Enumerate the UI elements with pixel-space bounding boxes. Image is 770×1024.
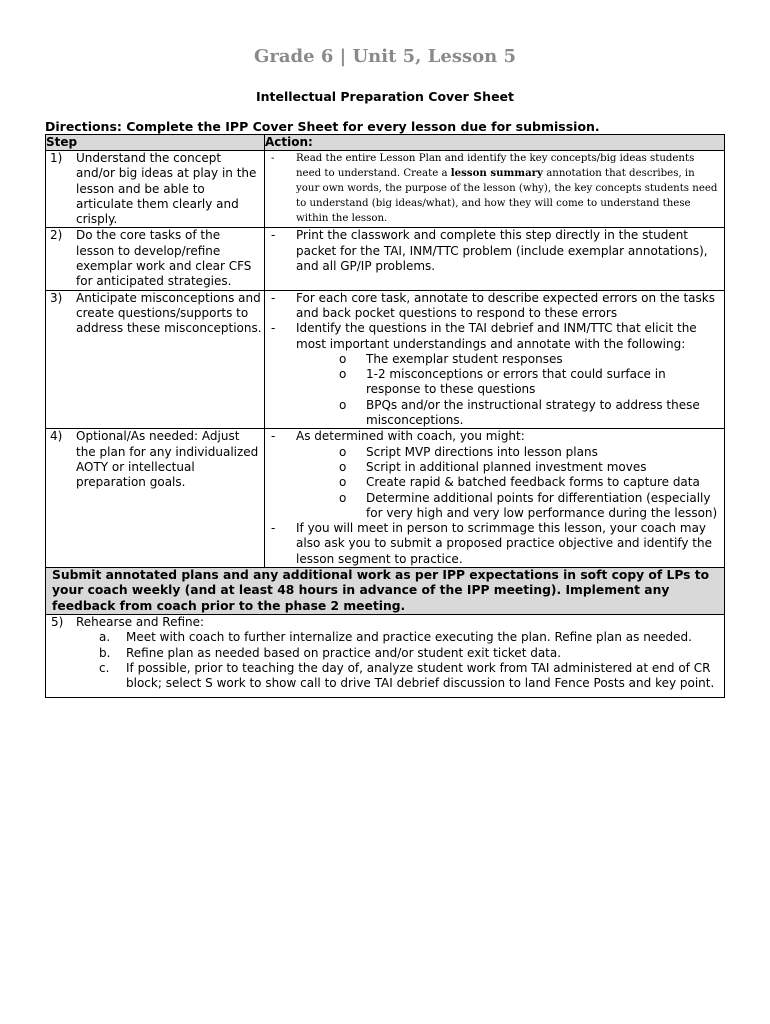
action-cell <box>265 290 725 429</box>
action-text-part: Read the entire Lesson Plan and identify the key concepts/big ideas students need to understand. Create a <box>296 153 695 179</box>
list-item <box>269 475 720 490</box>
column-header-step: Step <box>46 135 265 151</box>
step-cell <box>46 151 265 228</box>
lesson-summary-emphasis: lesson summary <box>450 167 543 179</box>
list-item <box>269 367 720 398</box>
action-text: If you will meet in person to scrimmage this lesson, your coach may also ask you to submit a proposed practice objective and identify the lesson segment to practice. <box>296 521 712 566</box>
bullet-text: 1-2 misconceptions or errors that could surface in response to these questions <box>366 367 666 397</box>
dash-marker: - <box>271 429 276 444</box>
step-number: 3) <box>50 290 63 305</box>
dash-marker: - <box>271 153 275 164</box>
list-item <box>51 646 720 661</box>
bullet-text: Create rapid & batched feedback forms to capture data <box>366 475 700 490</box>
table-row <box>46 429 725 568</box>
step-text: Do the core tasks of the lesson to develop/refine exemplar work and clear CFS for anticipated strategies. <box>76 228 252 289</box>
table-row <box>46 614 725 697</box>
table-row <box>46 228 725 290</box>
item-letter: b. <box>99 645 111 660</box>
bullet-text: Determine additional points for differentiation (especially for very high and very low performance during the lesson) <box>366 490 718 520</box>
action-text: Identify the questions in the TAI debrief and INM/TTC that elicit the most important understandings and annotate with the following: <box>296 321 697 351</box>
bullet-text: Script in additional planned investment moves <box>366 459 647 474</box>
list-item <box>269 491 720 522</box>
item-letter: c. <box>99 660 110 675</box>
table-header-row <box>46 135 725 151</box>
action-text: As determined with coach, you might: <box>296 429 525 444</box>
page-title: Grade 6 | Unit 5, Lesson 5 <box>254 46 516 67</box>
bullet-marker: o <box>339 444 347 459</box>
item-text: If possible, prior to teaching the day of, analyze student work from TAI administered at end of CR block; select S work to show call to drive TAI debrief discussion to land Fence Posts and key point. <box>126 660 715 691</box>
bullet-marker: o <box>339 475 347 490</box>
step-cell <box>46 290 265 429</box>
step-number: 1) <box>50 151 63 165</box>
bullet-marker: o <box>339 367 347 382</box>
bullet-text: BPQs and/or the instructional strategy to address these misconceptions. <box>366 397 700 428</box>
bullet-text: The exemplar student responses <box>366 351 563 366</box>
rehearse-title: Rehearse and Refine: <box>76 614 205 629</box>
step-cell <box>46 429 265 568</box>
action-text: Print the classwork and complete this step directly in the student packet for the TAI, INM/TTC problem (include exemplar annotations), and all GP/IP problems. <box>296 228 708 274</box>
step-number: 4) <box>50 429 63 444</box>
action-text <box>296 151 720 226</box>
list-item <box>269 445 720 460</box>
dash-marker: - <box>271 521 276 536</box>
action-cell <box>265 228 725 290</box>
action-text: For each core task, annotate to describe expected errors on the tasks and back pocket questions to respond to these errors <box>296 290 715 320</box>
list-item <box>269 352 720 367</box>
submission-note-row <box>46 568 725 615</box>
table-row <box>46 151 725 228</box>
document-subtitle: Intellectual Preparation Cover Sheet <box>255 89 515 104</box>
step-number: 5) <box>51 614 64 629</box>
action-cell <box>265 151 725 228</box>
item-text: Refine plan as needed based on practice and/or student exit ticket data. <box>126 645 562 660</box>
list-item <box>51 630 720 645</box>
bullet-marker: o <box>339 490 347 505</box>
step-text: Anticipate misconceptions and create questions/supports to address these misconceptions. <box>76 290 262 336</box>
dash-marker: - <box>271 321 276 336</box>
bullet-text: Script MVP directions into lesson plans <box>366 444 598 459</box>
ipp-cover-sheet-table <box>45 134 725 698</box>
submission-note: Submit annotated plans and any additional work as per IPP expectations in soft copy of LPs to your coach weekly (and at least 48 hours in advance of the IPP meeting). Implement any feedback from coach prior to the phase 2 meeting. <box>46 568 725 615</box>
step-cell <box>46 228 265 290</box>
list-item <box>51 661 720 692</box>
item-letter: a. <box>99 630 111 645</box>
action-cell <box>265 429 725 568</box>
step-number: 2) <box>50 228 63 243</box>
column-header-action: Action: <box>265 135 725 151</box>
step-text: Understand the concept and/or big ideas at play in the lesson and be able to articulate them clearly and crisply. <box>76 151 257 227</box>
dash-marker: - <box>271 228 276 243</box>
bullet-marker: o <box>339 459 347 474</box>
step-text: Optional/As needed: Adjust the plan for any individualized AOTY or intellectual preparation goals. <box>76 429 259 490</box>
bullet-marker: o <box>339 397 347 412</box>
action-text-part: annotation that describes, in your own words, the purpose of the lesson (why), the key concepts students need to understand (big ideas/what), and how they will come to understand these within the lesson. <box>296 168 718 224</box>
item-text: Meet with coach to further internalize and practice executing the plan. Refine plan as needed. <box>126 630 692 645</box>
directions-text: Directions: Complete the IPP Cover Sheet for every lesson due for submission. <box>45 119 600 134</box>
rehearse-cell <box>46 614 725 697</box>
bullet-marker: o <box>339 351 347 366</box>
table-row <box>46 290 725 429</box>
list-item <box>269 460 720 475</box>
list-item <box>269 398 720 429</box>
dash-marker: - <box>271 290 276 305</box>
